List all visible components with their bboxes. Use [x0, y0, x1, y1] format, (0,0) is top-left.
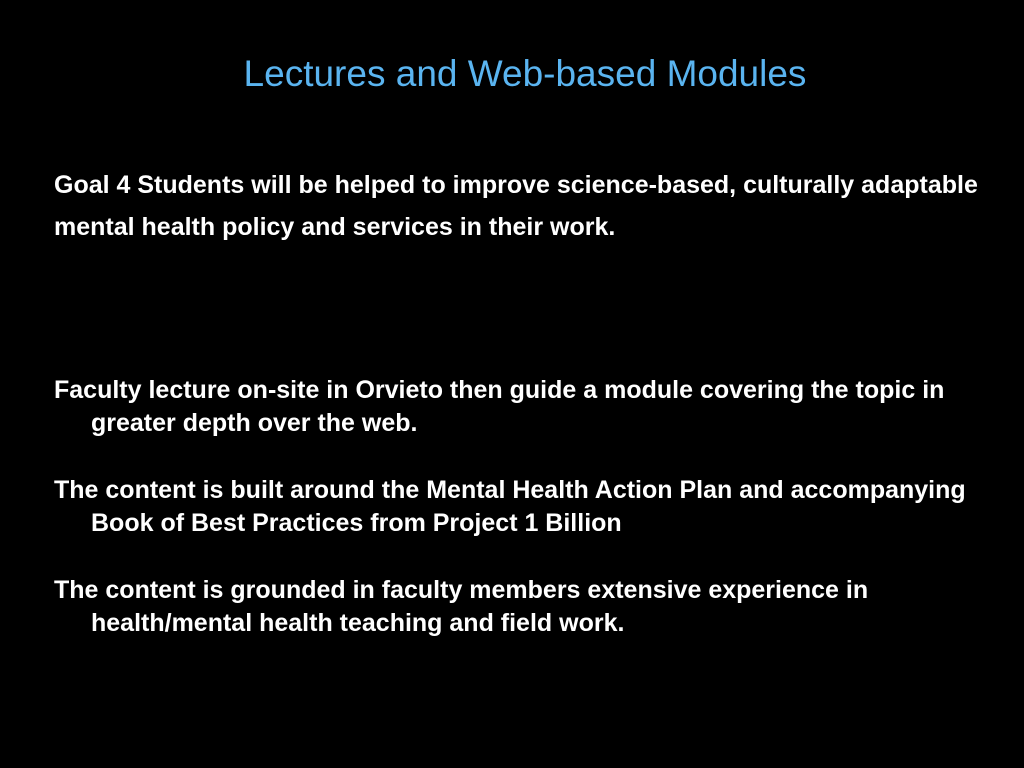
goal-statement: Goal 4 Students will be helped to improve science-based, culturally adaptable mental health policy and services in their work. — [54, 171, 978, 241]
slide-title: Lectures and Web-based Modules — [243, 53, 807, 94]
bullet-faculty-lecture: Faculty lecture on-site in Orvieto then guide a module covering the topic in greater depth over the web. — [54, 376, 945, 437]
bullet-list — [54, 374, 984, 674]
bullet-content-action-plan: The content is built around the Mental Health Action Plan and accompanying Book of Best Practices from Project 1 Billion — [54, 476, 966, 537]
bullet-content-faculty-experience: The content is grounded in faculty members extensive experience in health/mental health teaching and field work. — [54, 576, 869, 637]
